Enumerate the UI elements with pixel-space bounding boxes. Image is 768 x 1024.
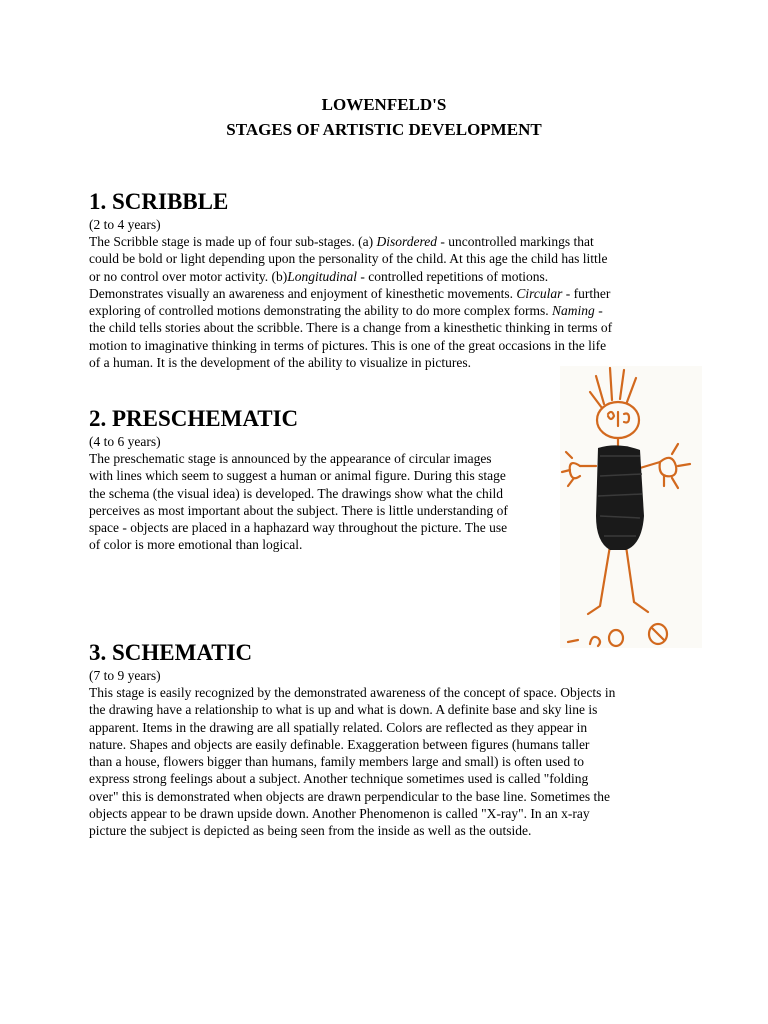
text-run: apparent. Items in the drawing are all spatially related. Colors are reflected as they appear in xyxy=(89,719,588,735)
body-line xyxy=(89,268,612,285)
body-line xyxy=(89,302,612,319)
text-run: over" this is demonstrated when objects are drawn perpendicular to the base line. Sometimes the xyxy=(89,788,610,804)
body-line xyxy=(89,502,508,519)
body-line xyxy=(89,354,612,371)
text-run: perceives as most important about the subject. There is little understanding of xyxy=(89,502,508,518)
body-line xyxy=(89,285,612,302)
section-years-preschematic: (4 to 6 years) xyxy=(89,434,161,449)
section-heading-schematic: 3. SCHEMATIC xyxy=(89,640,253,665)
body-line xyxy=(89,250,612,267)
italic-term: Naming xyxy=(552,303,595,319)
text-run: This stage is easily recognized by the demonstrated awareness of the concept of space. Objects in xyxy=(89,685,616,700)
body-line xyxy=(89,485,508,502)
text-run: nature. Shapes and objects are easily definable. Exaggeration between figures (humans taller xyxy=(89,736,590,752)
section-heading-scribble: 1. SCRIBBLE xyxy=(89,189,229,214)
text-run: The Scribble stage is made up of four sub-stages. (a) xyxy=(89,234,377,249)
body-line xyxy=(89,337,612,354)
text-run: exploring of controlled motions demonstrating the ability to do more complex forms. xyxy=(89,303,553,319)
body-line xyxy=(89,719,615,736)
text-run: - xyxy=(594,303,603,319)
text-run: The preschematic stage is announced by the appearance of circular images xyxy=(89,451,492,466)
text-run: picture the subject is depicted as being seen from the inside as well as the outside. xyxy=(89,823,532,839)
section-body-preschematic xyxy=(89,450,508,554)
text-run: could be bold or light depending upon the personality of the child. At this age the child has little xyxy=(89,251,608,267)
body-line xyxy=(89,753,615,770)
text-run: motion to imaginative thinking in terms of pictures. This is one of the great occasions in the life xyxy=(89,337,607,353)
text-run: objects appear to be drawn upside down. Another Phenomenon is called "X-ray". In an x-ray xyxy=(89,806,590,822)
section-years-schematic: (7 to 9 years) xyxy=(89,668,161,683)
body-line xyxy=(89,319,612,336)
text-run: space - objects are placed in a haphazard way throughout the picture. The use xyxy=(89,520,508,536)
body-line xyxy=(89,736,615,753)
text-run: Demonstrates visually an awareness and enjoyment of kinesthetic movements. xyxy=(89,285,517,301)
text-run: - further xyxy=(562,285,611,301)
body-line xyxy=(89,805,615,822)
section-years-scribble: (2 to 4 years) xyxy=(89,217,161,232)
section-body-scribble xyxy=(89,233,612,371)
body-line xyxy=(89,467,508,484)
body-line xyxy=(89,519,508,536)
body-line xyxy=(89,701,615,718)
text-run: of color is more emotional than logical. xyxy=(89,537,303,553)
text-run: than a house, flowers bigger than humans, family members large and small) is often used to xyxy=(89,754,585,770)
text-run: - controlled repetitions of motions. xyxy=(356,268,549,284)
body-line xyxy=(89,770,615,787)
text-run: the drawing have a relationship to what is up and what is down. A definite base and sky line is xyxy=(89,702,598,718)
text-run: or no control over motor activity. (b) xyxy=(89,268,288,284)
body-line xyxy=(89,788,615,805)
body-line xyxy=(89,233,612,250)
italic-term: Longitudinal xyxy=(287,268,357,284)
italic-term: Circular xyxy=(516,285,563,301)
child-stick-figure-drawing-icon xyxy=(560,366,702,648)
body-line xyxy=(89,822,615,839)
section-heading-preschematic: 2. PRESCHEMATIC xyxy=(89,406,299,431)
title-line-2: STAGES OF ARTISTIC DEVELOPMENT xyxy=(226,120,542,139)
text-run: the schema (the visual idea) is developed. The drawings show what the child xyxy=(89,485,504,501)
title-line-1: LOWENFELD'S xyxy=(321,95,447,114)
body-scribble xyxy=(596,445,644,550)
text-run: the child tells stories about the scribble. There is a change from a kinesthetic thinking in terms of xyxy=(89,320,613,336)
text-run: of a human. It is the development of the ability to visualize in pictures. xyxy=(89,355,472,371)
italic-term: Disordered xyxy=(376,234,438,249)
page-title xyxy=(0,92,768,142)
text-run: with lines which seem to suggest a human or animal figure. During this stage xyxy=(89,468,506,484)
text-run: - uncontrolled markings that xyxy=(437,234,594,249)
text-run: express strong feelings about a subject. Another technique sometimes used is called "folding xyxy=(89,771,589,787)
section-body-schematic xyxy=(89,684,615,840)
body-line xyxy=(89,684,615,701)
body-line xyxy=(89,536,508,553)
body-line xyxy=(89,450,508,467)
